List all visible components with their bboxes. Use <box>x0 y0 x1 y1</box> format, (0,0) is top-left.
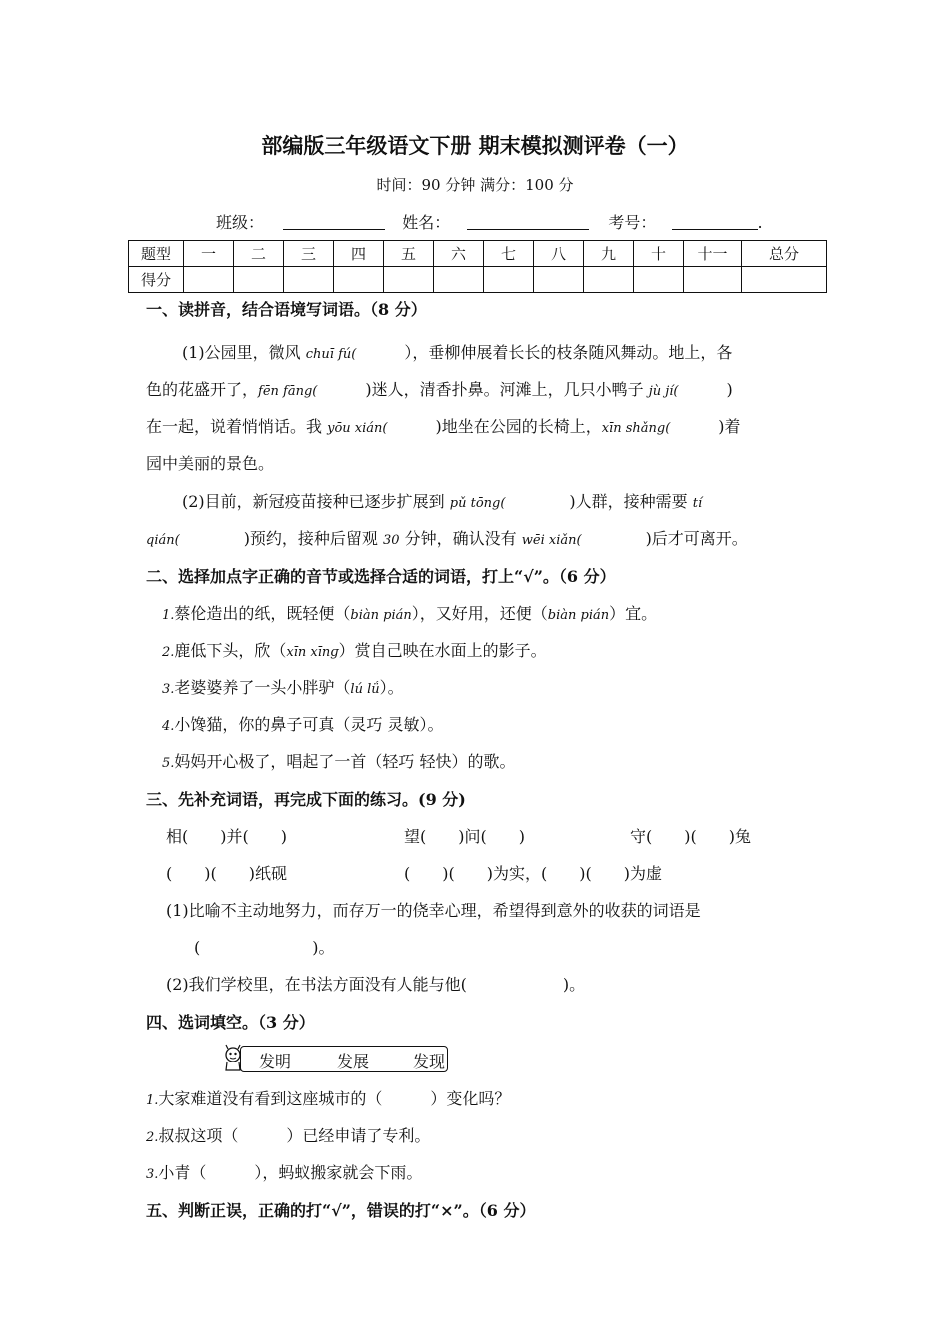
score-cell[interactable] <box>334 267 384 293</box>
question-item: 3.小青（ ），蚂蚁搬家就会下雨。 <box>146 1163 423 1182</box>
table-cell: 题型 <box>129 241 184 267</box>
idiom-blank[interactable]: 守( )( )兔 <box>630 827 751 846</box>
section-2-heading: 二、选择加点字正确的音节或选择合适的词语，打上“√”。（6 分） <box>146 567 616 586</box>
word-option: 发现 <box>413 1052 446 1071</box>
question-item: 4.小馋猫，你的鼻子可真（灵巧 灵敏）。 <box>162 715 444 734</box>
question-item: 5.妈妈开心极了，唱起了一首（轻巧 轻快）的歌。 <box>162 752 516 771</box>
idiom-blank[interactable]: 相( )并( ) <box>166 827 287 846</box>
score-cell[interactable] <box>284 267 334 293</box>
student-info-line: 班级： 姓名： 考号： . <box>216 213 763 232</box>
score-cell[interactable] <box>384 267 434 293</box>
idiom-blank[interactable]: ( )( )纸砚 <box>166 864 287 883</box>
exam-time-score: 时间：90 分钟 满分：100 分 <box>376 176 574 194</box>
section-3-heading: 三、先补充词语，再完成下面的练习。(9 分) <box>146 790 466 809</box>
name-label: 姓名： <box>402 213 451 232</box>
table-cell: 得分 <box>129 267 184 293</box>
table-cell: 二 <box>234 241 284 267</box>
score-cell[interactable] <box>484 267 534 293</box>
section-1-heading: 一、读拼音，结合语境写词语。（8 分） <box>146 300 427 319</box>
score-cell[interactable] <box>634 267 684 293</box>
score-cell[interactable] <box>434 267 484 293</box>
answer-blank[interactable]: ( )。 <box>194 938 335 957</box>
page-title: 部编版三年级语文下册 期末模拟测评卷（一） <box>261 133 689 158</box>
table-cell: 总分 <box>742 241 827 267</box>
score-cell[interactable] <box>584 267 634 293</box>
table-cell: 十一 <box>684 241 742 267</box>
table-row <box>129 267 827 293</box>
id-blank[interactable] <box>672 213 758 230</box>
table-cell: 八 <box>534 241 584 267</box>
question-item: 1.蔡伦造出的纸，既轻便（biàn pián），又好用，还便（biàn pián）宜。 <box>162 604 658 623</box>
table-cell: 六 <box>434 241 484 267</box>
cartoon-mascot-icon <box>220 1044 246 1072</box>
question-item: 2.鹿低下头，欣（xīn xīnɡ）赏自己映在水面上的影子。 <box>162 641 547 660</box>
section-5-heading: 五、判断正误，正确的打“√”，错误的打“×”。（6 分） <box>146 1201 536 1220</box>
question-item: (1)比喻不主动地努力，而存万一的侥幸心理，希望得到意外的收获的词语是 <box>166 901 701 920</box>
table-cell: 三 <box>284 241 334 267</box>
score-cell[interactable] <box>742 267 827 293</box>
table-cell: 十 <box>634 241 684 267</box>
score-cell[interactable] <box>534 267 584 293</box>
question-item: (2)我们学校里，在书法方面没有人能与他( )。 <box>166 975 586 994</box>
class-blank[interactable] <box>283 213 385 230</box>
question-item: 2.叔叔这项（ ）已经申请了专利。 <box>146 1126 431 1145</box>
word-option: 发展 <box>337 1052 370 1071</box>
section-4-heading: 四、选词填空。（3 分） <box>146 1013 315 1032</box>
word-option: 发明 <box>259 1052 292 1071</box>
idiom-blank[interactable]: ( )( )为实，( )( )为虚 <box>404 864 662 883</box>
table-cell: 四 <box>334 241 384 267</box>
s1-paragraph-line: (2)目前，新冠疫苗接种已逐步扩展到 pǔ tōng( )人群，接种需要 tí <box>182 492 703 511</box>
table-cell: 七 <box>484 241 534 267</box>
table-cell: 九 <box>584 241 634 267</box>
score-cell[interactable] <box>684 267 742 293</box>
question-item: 1.大家难道没有看到这座城市的（ ）变化吗？ <box>146 1089 511 1108</box>
idiom-blank[interactable]: 望( )问( ) <box>404 827 525 846</box>
s1-paragraph-line: qián( )预约，接种后留观 30 分钟，确认没有 wēi xiǎn( )后才可离开。 <box>146 529 748 548</box>
class-label: 班级： <box>216 213 265 232</box>
table-cell: 一 <box>184 241 234 267</box>
score-cell[interactable] <box>184 267 234 293</box>
table-row <box>129 241 827 267</box>
score-table <box>128 240 827 293</box>
name-blank[interactable] <box>467 213 589 230</box>
question-item: 3.老婆婆养了一头小胖驴（lú lǘ）。 <box>162 678 404 697</box>
s1-paragraph-line: 色的花盛开了，fēn fāng( )迷人，清香扑鼻。河滩上，几只小鸭子 jù jí( ) <box>146 380 733 399</box>
s1-paragraph-line: 在一起，说着悄悄话。我 yōu xián( )地坐在公园的长椅上，xīn shǎng( )着 <box>146 417 741 436</box>
s1-paragraph-line: 园中美丽的景色。 <box>146 454 275 473</box>
word-bank-box <box>240 1046 448 1072</box>
id-label: 考号： <box>608 213 657 232</box>
table-cell: 五 <box>384 241 434 267</box>
score-cell[interactable] <box>234 267 284 293</box>
s1-paragraph-line: (1)公园里，微风 chuī fú( ），垂柳伸展着长长的枝条随风舞动。地上，各 <box>182 343 733 362</box>
